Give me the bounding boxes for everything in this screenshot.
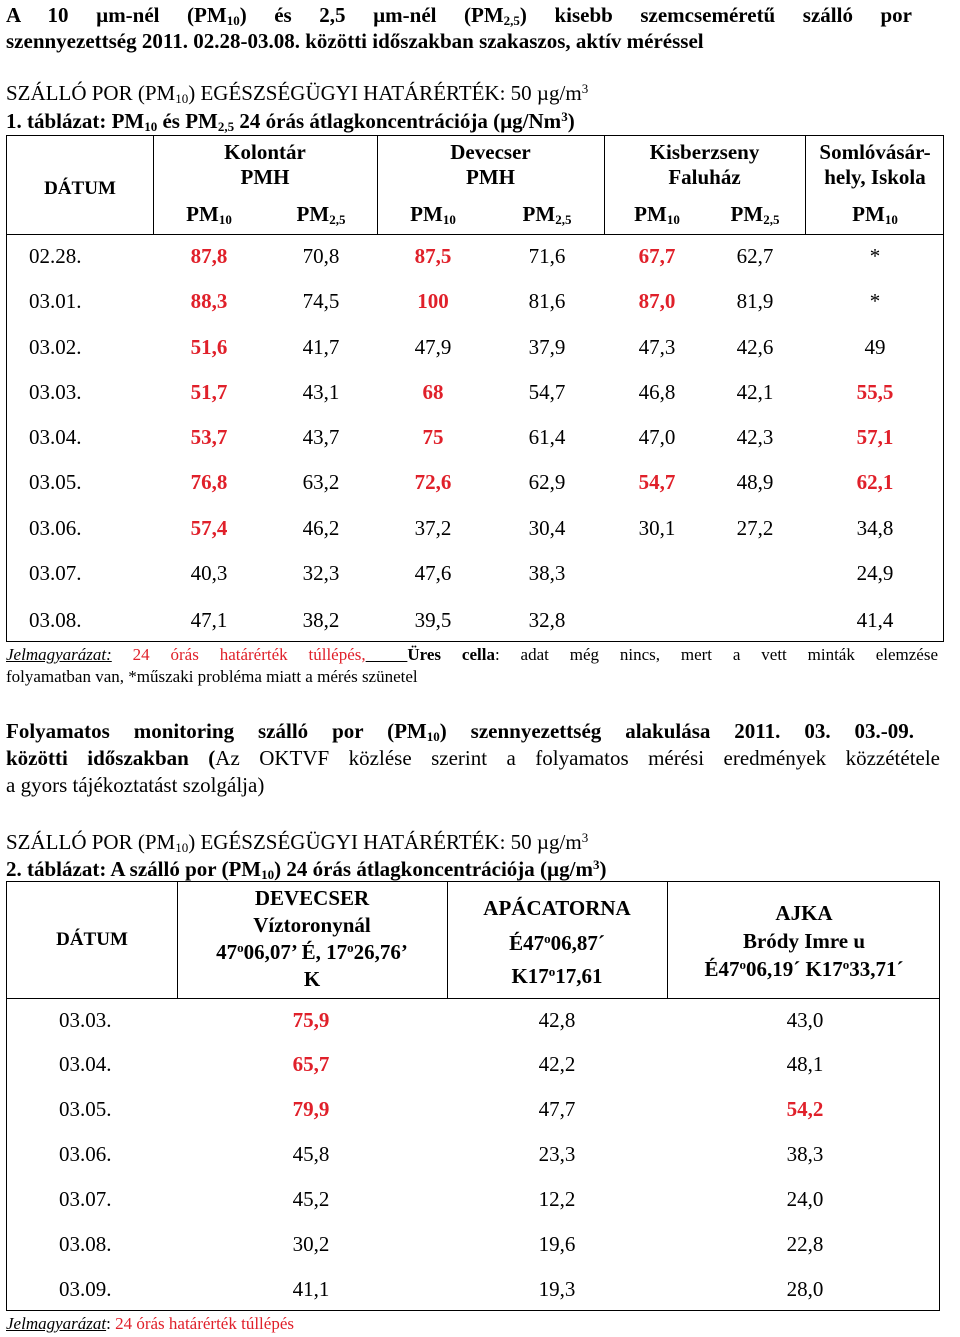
legend-colon: : — [106, 1314, 111, 1333]
table-cell: 32,3 — [302, 561, 340, 585]
table-cell: 47,6 — [414, 561, 452, 585]
table-row-date: 03.03. — [29, 380, 82, 404]
table-cell: 43,7 — [302, 425, 340, 449]
table-row-date: 03.04. — [29, 425, 82, 449]
station-coords: 47$^o$06,07’ É, 17$^o$26,76’ — [216, 940, 408, 964]
caption-text: ) — [599, 857, 607, 881]
legend-exceed: 24 órás határérték túllépés — [115, 1314, 294, 1333]
station-header-kisberzseny — [604, 140, 805, 190]
caption-text: ) 24 órás átlagkoncentrációja (µg/m — [274, 857, 593, 881]
pm-header: $PM_{10}$ — [186, 202, 232, 227]
table-cell: 32,8 — [528, 608, 566, 632]
table-cell: 22,8 — [786, 1232, 824, 1256]
station-name: Kolontár — [224, 140, 306, 164]
station-header-apacatorna — [447, 892, 667, 993]
date-header: DÁTUM — [56, 929, 128, 950]
table-cell: 62,9 — [528, 470, 566, 494]
pm-header: $PM_{10}$ — [852, 202, 898, 227]
table-cell: 49 — [864, 335, 886, 359]
table-row-date: 03.06. — [59, 1142, 112, 1166]
table-cell: 47,0 — [638, 425, 676, 449]
table-cell: 70,8 — [302, 244, 340, 268]
table-row-date: 03.08. — [29, 608, 82, 632]
legend1-line2: folyamatban van, *műszaki probléma miatt a mérés szünetel — [6, 667, 418, 686]
table-cell: 30,2 — [292, 1232, 330, 1256]
table-cell: 27,2 — [736, 516, 774, 540]
table2 — [6, 881, 940, 1311]
table-cell: 68 — [422, 380, 444, 404]
health-limit-line — [6, 80, 588, 106]
table-cell: 42,3 — [736, 425, 774, 449]
table-cell: 71,6 — [528, 244, 566, 268]
table-cell: 42,1 — [736, 380, 774, 404]
pm-header: $PM_{2,5}$ — [522, 202, 572, 227]
table-cell: 40,3 — [190, 561, 228, 585]
health-limit-line-2 — [6, 829, 588, 855]
intro-text: A 10 µm-nél (PM — [6, 3, 227, 27]
table-cell: 47,1 — [190, 608, 228, 632]
table-cell: 47,9 — [414, 335, 452, 359]
intro-sub: 2,5 — [503, 13, 520, 28]
intro-text: ) és 2,5 µm-nél (PM — [239, 3, 504, 27]
table-cell: 47,7 — [538, 1097, 576, 1121]
station-coords-suffix: K — [303, 967, 321, 991]
legend1-line1 — [6, 644, 938, 666]
limit-sub: 10 — [175, 840, 189, 855]
caption-sup: 3 — [592, 857, 600, 872]
section2-text: Folyamatos monitoring szálló por (PM — [6, 719, 427, 743]
table1-caption — [6, 108, 575, 134]
table-cell: 48,1 — [786, 1052, 824, 1076]
station-coords: K17$^o$17,61 — [511, 964, 603, 988]
table-cell: 41,1 — [292, 1277, 330, 1301]
table-cell: 54,2 — [786, 1097, 824, 1121]
station-sub: hely, Iskola — [824, 165, 926, 189]
section2-line2 — [6, 745, 940, 771]
station-sub: PMH — [240, 165, 290, 189]
section2-line3: a gyors tájékoztatást szolgálja) — [6, 773, 265, 797]
intro-heading-line1 — [6, 2, 912, 28]
table-cell: 55,5 — [856, 380, 894, 404]
table-cell: 19,3 — [538, 1277, 576, 1301]
limit-text: SZÁLLÓ POR (PM — [6, 830, 176, 854]
pm-header: $PM_{10}$ — [410, 202, 456, 227]
station-name: Somlóvásár- — [819, 140, 931, 164]
table-cell: 53,7 — [190, 425, 228, 449]
table-cell: 23,3 — [538, 1142, 576, 1166]
table-cell: 57,1 — [856, 425, 894, 449]
table-cell: 79,9 — [292, 1097, 330, 1121]
table-cell: 43,0 — [786, 1008, 824, 1032]
table-cell: 38,2 — [302, 608, 340, 632]
table-cell: 39,5 — [414, 608, 452, 632]
pm-header: $PM_{2,5}$ — [730, 202, 780, 227]
table-cell: 87,8 — [190, 244, 228, 268]
table-cell: 74,5 — [302, 289, 340, 313]
section2-sub: 10 — [426, 729, 440, 744]
table-row-date: 03.05. — [59, 1097, 112, 1121]
table-cell: 48,9 — [736, 470, 774, 494]
station-sub: Víztoronynál — [253, 913, 371, 937]
caption-text: 2. táblázat: A szálló por (PM — [6, 857, 262, 881]
legend-label: Jelmagyarázat: — [6, 645, 112, 664]
intro-heading-line2: szennyezettség 2011. 02.28-03.08. közötti időszakban szakaszos, aktív méréssel — [6, 29, 704, 53]
station-name: DEVECSER — [254, 886, 370, 910]
caption-sub: 2,5 — [217, 119, 235, 134]
caption-text: 24 órás átlagkoncentrációja (µg/Nm — [234, 109, 562, 133]
table-cell: * — [869, 289, 881, 313]
legend2 — [6, 1313, 294, 1335]
table-cell: 76,8 — [190, 470, 228, 494]
table-row-date: 03.07. — [59, 1187, 112, 1211]
table-cell: 81,6 — [528, 289, 566, 313]
table-cell: 46,2 — [302, 516, 340, 540]
table-cell: 51,6 — [190, 335, 228, 359]
table-cell: 41,4 — [856, 608, 894, 632]
table-cell: 75 — [422, 425, 444, 449]
station-name: AJKA — [775, 901, 833, 925]
table-cell: 38,3 — [528, 561, 566, 585]
table-row-date: 03.01. — [29, 289, 82, 313]
table1 — [6, 135, 944, 642]
table-cell: 19,6 — [538, 1232, 576, 1256]
table-cell: 88,3 — [190, 289, 228, 313]
table-cell: 46,8 — [638, 380, 676, 404]
table-cell: 65,7 — [292, 1052, 330, 1076]
table-cell: 41,7 — [302, 335, 340, 359]
caption-sub: 10 — [144, 119, 158, 134]
station-sub: PMH — [466, 165, 515, 189]
station-header-devecser-viztorony — [177, 885, 447, 993]
section2-text: közötti időszakban ( — [6, 746, 216, 770]
station-name: Kisberzseny — [649, 140, 760, 164]
table-cell: 81,9 — [736, 289, 774, 313]
table-cell: 24,0 — [786, 1187, 824, 1211]
table-cell: 87,0 — [638, 289, 676, 313]
limit-sup: 3 — [581, 81, 589, 96]
table2-caption — [6, 856, 606, 882]
station-header-ajka — [667, 899, 941, 983]
table-row-date: 03.08. — [59, 1232, 112, 1256]
section2-text: ) szennyezettség alakulása 2011. 03. 03.-09. — [439, 719, 914, 743]
legend-empty-label: Üres cella — [407, 645, 495, 664]
table-cell: 30,4 — [528, 516, 566, 540]
table-cell: 100 — [417, 289, 449, 313]
intro-text: ) kisebb szemcseméretű szálló por — [519, 3, 912, 27]
table-row-date: 03.03. — [59, 1008, 112, 1032]
table-cell: * — [869, 244, 881, 268]
pm-header: $PM_{10}$ — [634, 202, 680, 227]
table-cell: 72,6 — [414, 470, 452, 494]
station-sub: Bródy Imre u — [742, 929, 866, 953]
table-cell: 43,1 — [302, 380, 340, 404]
caption-text: 1. táblázat: PM — [6, 109, 145, 133]
limit-text: ) EGÉSZSÉGÜGYI HATÁRÉRTÉK: 50 µg/m — [188, 81, 582, 105]
legend-exceed: 24 órás határérték túllépés, — [132, 645, 366, 664]
table-cell: 54,7 — [638, 470, 676, 494]
station-name: APÁCATORNA — [483, 896, 631, 920]
table-cell: 75,9 — [292, 1008, 330, 1032]
limit-sub: 10 — [175, 91, 189, 106]
station-header-kolontar — [153, 140, 377, 190]
table-cell: 42,2 — [538, 1052, 576, 1076]
table-cell: 54,7 — [528, 380, 566, 404]
limit-text: ) EGÉSZSÉGÜGYI HATÁRÉRTÉK: 50 µg/m — [188, 830, 582, 854]
limit-text: SZÁLLÓ POR (PM — [6, 81, 176, 105]
section2-text: Az OKTVF közlése szerint a folyamatos mérési eredmények közzététele — [215, 746, 941, 770]
station-header-somlovasarhely — [805, 140, 945, 190]
intro-sub: 10 — [226, 13, 240, 28]
table-cell: 57,4 — [190, 516, 228, 540]
table-cell: 87,5 — [414, 244, 452, 268]
table-cell: 67,7 — [638, 244, 676, 268]
table-cell: 12,2 — [538, 1187, 576, 1211]
table-cell: 38,3 — [786, 1142, 824, 1166]
table-row-date: 03.09. — [59, 1277, 112, 1301]
table-row-date: 03.04. — [59, 1052, 112, 1076]
station-header-devecser — [377, 140, 604, 190]
limit-sup: 3 — [581, 830, 589, 845]
table-row-date: 03.02. — [29, 335, 82, 359]
table-cell: 45,8 — [292, 1142, 330, 1166]
station-coords: É47$^o$06,19´ K17$^o$33,71´ — [704, 957, 904, 981]
caption-sub: 10 — [261, 867, 275, 882]
table-cell: 28,0 — [786, 1277, 824, 1301]
date-header: DÁTUM — [44, 178, 116, 199]
legend-label: Jelmagyarázat — [6, 1314, 107, 1333]
table-cell: 37,9 — [528, 335, 566, 359]
caption-text: és PM — [157, 109, 218, 133]
table-row-date: 03.05. — [29, 470, 82, 494]
table-cell: 51,7 — [190, 380, 228, 404]
caption-text: ) — [567, 109, 575, 133]
table-row-date: 02.28. — [29, 244, 82, 268]
table-cell: 63,2 — [302, 470, 340, 494]
table-cell: 61,4 — [528, 425, 566, 449]
pm-header: $PM_{2,5}$ — [296, 202, 346, 227]
table-cell: 37,2 — [414, 516, 452, 540]
legend-empty-desc: : adat még nincs, mert a vett minták elemzése — [494, 645, 939, 664]
table-cell: 42,6 — [736, 335, 774, 359]
table-cell: 24,9 — [856, 561, 894, 585]
table-cell: 45,2 — [292, 1187, 330, 1211]
table-row-date: 03.07. — [29, 561, 82, 585]
table-cell: 30,1 — [638, 516, 676, 540]
table-row-date: 03.06. — [29, 516, 82, 540]
caption-sup: 3 — [561, 109, 568, 124]
table-cell: 62,1 — [856, 470, 894, 494]
station-coords: É47$^o$06,87´ — [509, 931, 605, 955]
table-cell: 42,8 — [538, 1008, 576, 1032]
section2-line1 — [6, 718, 914, 744]
station-name: Devecser — [450, 140, 531, 164]
station-sub: Faluház — [668, 165, 741, 189]
table-cell: 62,7 — [736, 244, 774, 268]
table-cell: 47,3 — [638, 335, 676, 359]
table-cell: 34,8 — [856, 516, 894, 540]
